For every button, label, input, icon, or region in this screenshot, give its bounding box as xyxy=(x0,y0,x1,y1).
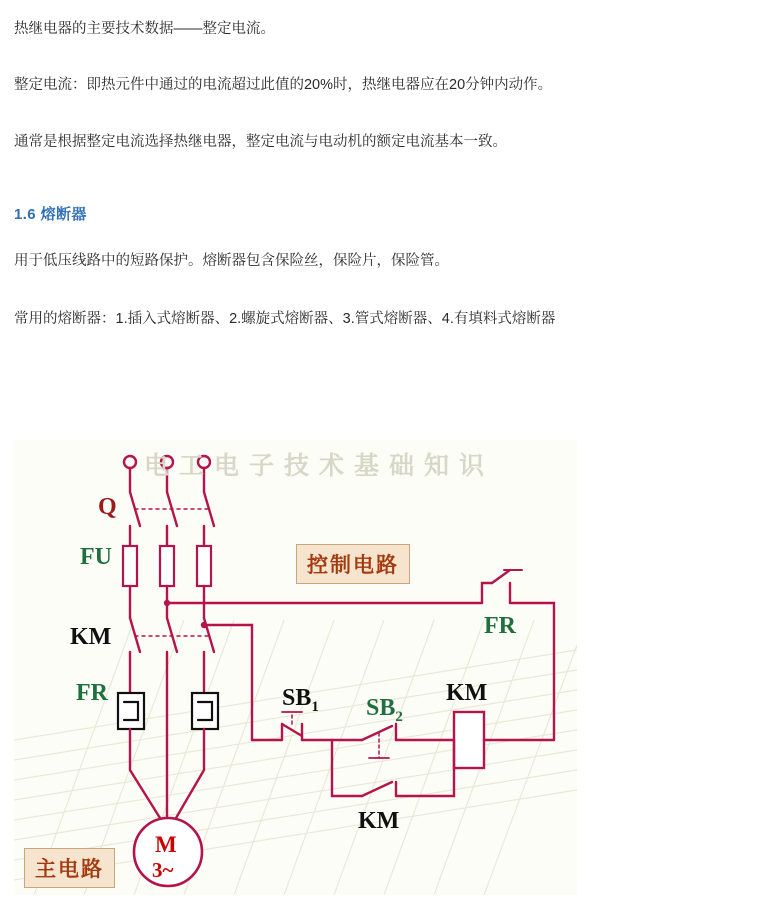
paragraph-1: 热继电器的主要技术数据——整定电流。 xyxy=(14,21,275,37)
paragraph-5: 常用的熔断器：1.插入式熔断器、2.螺旋式熔断器、3.管式熔断器、4.有填料式熔断器 xyxy=(14,311,556,327)
label-sb1-sub: 1 xyxy=(311,698,319,715)
label-fr-control: FR xyxy=(484,613,516,639)
circuit-diagram-figure xyxy=(14,440,577,895)
label-km-coil: KM xyxy=(446,680,488,706)
label-q: Q xyxy=(98,494,117,520)
label-km-main: KM xyxy=(70,624,112,650)
label-main-circuit: 主电路 xyxy=(24,848,115,888)
label-sb2-sub: 2 xyxy=(395,708,403,725)
section-heading: 1.6 熔断器 xyxy=(14,206,87,224)
wires xyxy=(118,456,554,886)
paragraph-2: 整定电流：即热元件中通过的电流超过此值的20%时，热继电器应在20分钟内动作。 xyxy=(14,77,553,93)
label-fu: FU xyxy=(80,544,112,570)
label-sb2 xyxy=(366,695,403,726)
label-km-aux: KM xyxy=(358,808,400,834)
label-motor-phase: 3~ xyxy=(152,858,174,882)
watermark-text: 电工电子技术基础知识 xyxy=(144,452,495,480)
label-fr-main: FR xyxy=(76,680,108,706)
label-sb1 xyxy=(282,685,319,716)
paragraph-3: 通常是根据整定电流选择热继电器，整定电流与电动机的额定电流基本一致。 xyxy=(14,134,507,150)
label-control-circuit: 控制电路 xyxy=(296,544,410,584)
label-sb1-text: SB xyxy=(282,685,312,711)
label-sb2-text: SB xyxy=(366,695,396,721)
paragraph-4: 用于低压线路中的短路保护。熔断器包含保险丝，保险片，保险管。 xyxy=(14,253,449,269)
label-motor-m: M xyxy=(155,832,177,857)
